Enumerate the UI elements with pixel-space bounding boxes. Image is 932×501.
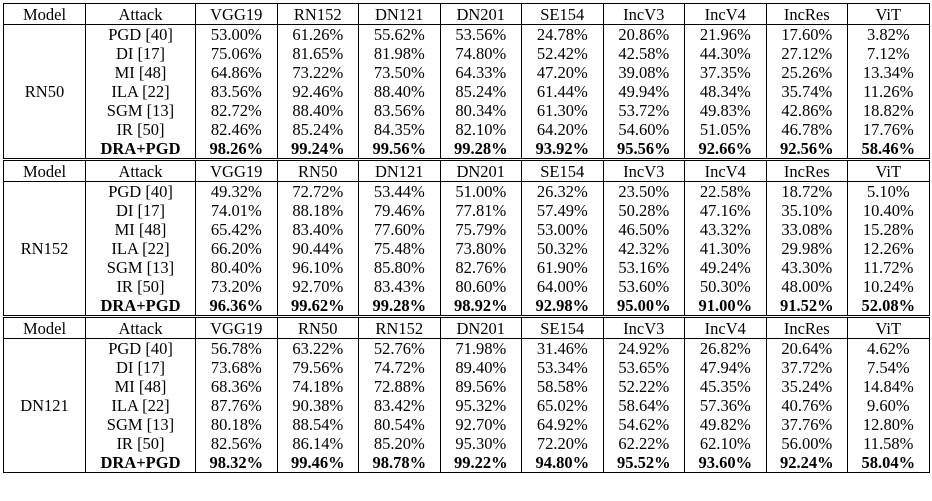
value-cell: 56.78% xyxy=(196,339,278,359)
target-header-rn50: RN50 xyxy=(277,160,359,182)
value-cell: 17.60% xyxy=(766,25,848,45)
value-cell: 75.48% xyxy=(359,239,441,258)
header-row-rn152 xyxy=(4,160,930,182)
attack-name-cell: ILA [22] xyxy=(86,82,196,101)
attack-name-cell: PGD [40] xyxy=(86,25,196,45)
source-model-cell: DN121 xyxy=(4,339,86,473)
value-cell: 85.24% xyxy=(440,82,522,101)
value-cell: 61.44% xyxy=(522,82,604,101)
value-cell: 54.60% xyxy=(603,120,685,139)
table-row xyxy=(4,296,930,317)
value-cell: 74.18% xyxy=(277,377,359,396)
target-header-vit: ViT xyxy=(848,4,930,25)
target-header-vit: ViT xyxy=(848,160,930,182)
value-cell: 42.58% xyxy=(603,44,685,63)
value-cell: 37.35% xyxy=(685,63,767,82)
value-cell: 18.82% xyxy=(848,101,930,120)
value-cell: 13.34% xyxy=(848,63,930,82)
value-cell: 11.58% xyxy=(848,434,930,453)
target-header-incv4: IncV4 xyxy=(685,4,767,25)
value-cell: 61.26% xyxy=(277,25,359,45)
attack-name-cell: DI [17] xyxy=(86,358,196,377)
value-cell: 93.60% xyxy=(685,453,767,473)
value-cell: 57.36% xyxy=(685,396,767,415)
target-header-rn50: RN50 xyxy=(277,317,359,339)
value-cell: 88.54% xyxy=(277,415,359,434)
attack-name-cell: SGM [13] xyxy=(86,258,196,277)
table-row xyxy=(4,63,930,82)
attack-name-cell: DRA+PGD xyxy=(86,139,196,160)
value-cell: 88.18% xyxy=(277,201,359,220)
value-cell: 75.06% xyxy=(196,44,278,63)
results-table-container xyxy=(3,3,928,473)
value-cell: 71.98% xyxy=(440,339,522,359)
target-header-incv4: IncV4 xyxy=(685,317,767,339)
target-header-incv3: IncV3 xyxy=(603,160,685,182)
target-header-incv3: IncV3 xyxy=(603,4,685,25)
value-cell: 85.20% xyxy=(359,434,441,453)
model-column-header: Model xyxy=(4,160,86,182)
target-header-dn201: DN201 xyxy=(440,160,522,182)
value-cell: 91.52% xyxy=(766,296,848,317)
source-model-cell: RN50 xyxy=(4,25,86,160)
value-cell: 66.20% xyxy=(196,239,278,258)
value-cell: 53.60% xyxy=(603,277,685,296)
attack-name-cell: IR [50] xyxy=(86,434,196,453)
table-row xyxy=(4,358,930,377)
value-cell: 84.35% xyxy=(359,120,441,139)
attack-name-cell: PGD [40] xyxy=(86,182,196,202)
target-header-incv4: IncV4 xyxy=(685,160,767,182)
value-cell: 48.00% xyxy=(766,277,848,296)
model-column-header: Model xyxy=(4,317,86,339)
value-cell: 23.50% xyxy=(603,182,685,202)
table-row xyxy=(4,101,930,120)
value-cell: 52.42% xyxy=(522,44,604,63)
value-cell: 18.72% xyxy=(766,182,848,202)
value-cell: 35.74% xyxy=(766,82,848,101)
value-cell: 90.38% xyxy=(277,396,359,415)
target-header-dn121: DN121 xyxy=(359,160,441,182)
table-row xyxy=(4,396,930,415)
target-header-incv3: IncV3 xyxy=(603,317,685,339)
results-table xyxy=(3,3,930,473)
value-cell: 93.92% xyxy=(522,139,604,160)
value-cell: 65.42% xyxy=(196,220,278,239)
header-row-rn50 xyxy=(4,4,930,25)
value-cell: 44.30% xyxy=(685,44,767,63)
table-row xyxy=(4,201,930,220)
value-cell: 95.52% xyxy=(603,453,685,473)
value-cell: 83.40% xyxy=(277,220,359,239)
target-header-vgg19: VGG19 xyxy=(196,317,278,339)
value-cell: 74.01% xyxy=(196,201,278,220)
value-cell: 82.56% xyxy=(196,434,278,453)
attack-name-cell: MI [48] xyxy=(86,220,196,239)
table-row xyxy=(4,339,930,359)
value-cell: 3.82% xyxy=(848,25,930,45)
target-header-vit: ViT xyxy=(848,317,930,339)
value-cell: 77.81% xyxy=(440,201,522,220)
value-cell: 58.46% xyxy=(848,139,930,160)
value-cell: 73.20% xyxy=(196,277,278,296)
value-cell: 80.18% xyxy=(196,415,278,434)
target-header-vgg19: VGG19 xyxy=(196,4,278,25)
value-cell: 35.24% xyxy=(766,377,848,396)
target-header-se154: SE154 xyxy=(522,317,604,339)
value-cell: 10.24% xyxy=(848,277,930,296)
value-cell: 35.10% xyxy=(766,201,848,220)
target-header-se154: SE154 xyxy=(522,160,604,182)
value-cell: 20.86% xyxy=(603,25,685,45)
attack-column-header: Attack xyxy=(86,4,196,25)
value-cell: 95.30% xyxy=(440,434,522,453)
value-cell: 4.62% xyxy=(848,339,930,359)
value-cell: 80.34% xyxy=(440,101,522,120)
attack-name-cell: DI [17] xyxy=(86,44,196,63)
value-cell: 37.72% xyxy=(766,358,848,377)
value-cell: 57.49% xyxy=(522,201,604,220)
value-cell: 83.56% xyxy=(359,101,441,120)
value-cell: 68.36% xyxy=(196,377,278,396)
value-cell: 64.92% xyxy=(522,415,604,434)
value-cell: 31.46% xyxy=(522,339,604,359)
value-cell: 53.00% xyxy=(522,220,604,239)
value-cell: 24.92% xyxy=(603,339,685,359)
value-cell: 61.90% xyxy=(522,258,604,277)
value-cell: 77.60% xyxy=(359,220,441,239)
value-cell: 82.76% xyxy=(440,258,522,277)
value-cell: 50.30% xyxy=(685,277,767,296)
value-cell: 89.40% xyxy=(440,358,522,377)
value-cell: 58.64% xyxy=(603,396,685,415)
attack-name-cell: MI [48] xyxy=(86,377,196,396)
value-cell: 49.82% xyxy=(685,415,767,434)
value-cell: 83.56% xyxy=(196,82,278,101)
value-cell: 5.10% xyxy=(848,182,930,202)
value-cell: 51.05% xyxy=(685,120,767,139)
value-cell: 79.56% xyxy=(277,358,359,377)
value-cell: 53.65% xyxy=(603,358,685,377)
table-row xyxy=(4,377,930,396)
value-cell: 85.24% xyxy=(277,120,359,139)
value-cell: 37.76% xyxy=(766,415,848,434)
value-cell: 64.33% xyxy=(440,63,522,82)
value-cell: 92.70% xyxy=(277,277,359,296)
value-cell: 53.72% xyxy=(603,101,685,120)
model-column-header: Model xyxy=(4,4,86,25)
attack-name-cell: ILA [22] xyxy=(86,396,196,415)
value-cell: 39.08% xyxy=(603,63,685,82)
value-cell: 11.72% xyxy=(848,258,930,277)
value-cell: 92.46% xyxy=(277,82,359,101)
value-cell: 45.35% xyxy=(685,377,767,396)
value-cell: 92.66% xyxy=(685,139,767,160)
value-cell: 10.40% xyxy=(848,201,930,220)
target-header-vgg19: VGG19 xyxy=(196,160,278,182)
value-cell: 90.44% xyxy=(277,239,359,258)
value-cell: 53.34% xyxy=(522,358,604,377)
value-cell: 95.56% xyxy=(603,139,685,160)
value-cell: 98.78% xyxy=(359,453,441,473)
value-cell: 43.30% xyxy=(766,258,848,277)
attack-name-cell: IR [50] xyxy=(86,277,196,296)
value-cell: 29.98% xyxy=(766,239,848,258)
value-cell: 64.00% xyxy=(522,277,604,296)
value-cell: 47.20% xyxy=(522,63,604,82)
attack-name-cell: SGM [13] xyxy=(86,415,196,434)
value-cell: 64.20% xyxy=(522,120,604,139)
value-cell: 80.40% xyxy=(196,258,278,277)
value-cell: 25.26% xyxy=(766,63,848,82)
value-cell: 50.28% xyxy=(603,201,685,220)
attack-name-cell: SGM [13] xyxy=(86,101,196,120)
target-header-rn152: RN152 xyxy=(277,4,359,25)
value-cell: 14.84% xyxy=(848,377,930,396)
value-cell: 55.62% xyxy=(359,25,441,45)
value-cell: 49.94% xyxy=(603,82,685,101)
value-cell: 82.10% xyxy=(440,120,522,139)
target-header-incres: IncRes xyxy=(766,160,848,182)
attack-name-cell: ILA [22] xyxy=(86,239,196,258)
value-cell: 50.32% xyxy=(522,239,604,258)
value-cell: 85.80% xyxy=(359,258,441,277)
value-cell: 92.24% xyxy=(766,453,848,473)
value-cell: 98.92% xyxy=(440,296,522,317)
table-row xyxy=(4,25,930,45)
table-row xyxy=(4,258,930,277)
value-cell: 42.86% xyxy=(766,101,848,120)
value-cell: 62.22% xyxy=(603,434,685,453)
value-cell: 96.36% xyxy=(196,296,278,317)
attack-name-cell: DRA+PGD xyxy=(86,296,196,317)
value-cell: 72.88% xyxy=(359,377,441,396)
value-cell: 17.76% xyxy=(848,120,930,139)
value-cell: 79.46% xyxy=(359,201,441,220)
value-cell: 98.32% xyxy=(196,453,278,473)
table-row xyxy=(4,453,930,473)
value-cell: 26.82% xyxy=(685,339,767,359)
value-cell: 42.32% xyxy=(603,239,685,258)
value-cell: 58.58% xyxy=(522,377,604,396)
value-cell: 52.08% xyxy=(848,296,930,317)
target-header-incres: IncRes xyxy=(766,317,848,339)
value-cell: 92.56% xyxy=(766,139,848,160)
table-row xyxy=(4,82,930,101)
attack-name-cell: DRA+PGD xyxy=(86,453,196,473)
value-cell: 48.34% xyxy=(685,82,767,101)
value-cell: 81.98% xyxy=(359,44,441,63)
value-cell: 47.94% xyxy=(685,358,767,377)
table-row xyxy=(4,182,930,202)
attack-name-cell: DI [17] xyxy=(86,201,196,220)
value-cell: 47.16% xyxy=(685,201,767,220)
value-cell: 49.32% xyxy=(196,182,278,202)
value-cell: 73.50% xyxy=(359,63,441,82)
table-row xyxy=(4,44,930,63)
value-cell: 73.22% xyxy=(277,63,359,82)
value-cell: 26.32% xyxy=(522,182,604,202)
value-cell: 98.26% xyxy=(196,139,278,160)
value-cell: 94.80% xyxy=(522,453,604,473)
value-cell: 46.78% xyxy=(766,120,848,139)
attack-name-cell: MI [48] xyxy=(86,63,196,82)
value-cell: 89.56% xyxy=(440,377,522,396)
value-cell: 99.46% xyxy=(277,453,359,473)
table-row xyxy=(4,239,930,258)
value-cell: 12.80% xyxy=(848,415,930,434)
value-cell: 99.24% xyxy=(277,139,359,160)
value-cell: 92.98% xyxy=(522,296,604,317)
header-row-dn121 xyxy=(4,317,930,339)
value-cell: 61.30% xyxy=(522,101,604,120)
value-cell: 88.40% xyxy=(359,82,441,101)
value-cell: 11.26% xyxy=(848,82,930,101)
value-cell: 80.60% xyxy=(440,277,522,296)
value-cell: 73.80% xyxy=(440,239,522,258)
value-cell: 86.14% xyxy=(277,434,359,453)
value-cell: 43.32% xyxy=(685,220,767,239)
value-cell: 95.32% xyxy=(440,396,522,415)
value-cell: 53.00% xyxy=(196,25,278,45)
value-cell: 82.72% xyxy=(196,101,278,120)
value-cell: 92.70% xyxy=(440,415,522,434)
value-cell: 41.30% xyxy=(685,239,767,258)
value-cell: 99.28% xyxy=(359,296,441,317)
value-cell: 52.76% xyxy=(359,339,441,359)
attack-column-header: Attack xyxy=(86,317,196,339)
value-cell: 9.60% xyxy=(848,396,930,415)
target-header-se154: SE154 xyxy=(522,4,604,25)
value-cell: 12.26% xyxy=(848,239,930,258)
target-header-incres: IncRes xyxy=(766,4,848,25)
value-cell: 80.54% xyxy=(359,415,441,434)
table-row xyxy=(4,434,930,453)
target-header-dn201: DN201 xyxy=(440,4,522,25)
value-cell: 20.64% xyxy=(766,339,848,359)
target-header-dn201: DN201 xyxy=(440,317,522,339)
value-cell: 96.10% xyxy=(277,258,359,277)
value-cell: 83.42% xyxy=(359,396,441,415)
value-cell: 99.62% xyxy=(277,296,359,317)
table-row xyxy=(4,220,930,239)
value-cell: 64.86% xyxy=(196,63,278,82)
value-cell: 24.78% xyxy=(522,25,604,45)
value-cell: 49.83% xyxy=(685,101,767,120)
table-row xyxy=(4,120,930,139)
value-cell: 99.28% xyxy=(440,139,522,160)
value-cell: 33.08% xyxy=(766,220,848,239)
value-cell: 53.44% xyxy=(359,182,441,202)
value-cell: 15.28% xyxy=(848,220,930,239)
source-model-cell: RN152 xyxy=(4,182,86,317)
target-header-rn152: RN152 xyxy=(359,317,441,339)
value-cell: 46.50% xyxy=(603,220,685,239)
value-cell: 83.43% xyxy=(359,277,441,296)
value-cell: 62.10% xyxy=(685,434,767,453)
value-cell: 72.72% xyxy=(277,182,359,202)
value-cell: 95.00% xyxy=(603,296,685,317)
table-row xyxy=(4,139,930,160)
value-cell: 7.54% xyxy=(848,358,930,377)
value-cell: 22.58% xyxy=(685,182,767,202)
value-cell: 74.80% xyxy=(440,44,522,63)
attack-column-header: Attack xyxy=(86,160,196,182)
value-cell: 54.62% xyxy=(603,415,685,434)
value-cell: 99.22% xyxy=(440,453,522,473)
value-cell: 65.02% xyxy=(522,396,604,415)
value-cell: 82.46% xyxy=(196,120,278,139)
value-cell: 88.40% xyxy=(277,101,359,120)
value-cell: 7.12% xyxy=(848,44,930,63)
value-cell: 40.76% xyxy=(766,396,848,415)
value-cell: 49.24% xyxy=(685,258,767,277)
table-row xyxy=(4,277,930,296)
value-cell: 21.96% xyxy=(685,25,767,45)
value-cell: 74.72% xyxy=(359,358,441,377)
attack-name-cell: IR [50] xyxy=(86,120,196,139)
value-cell: 73.68% xyxy=(196,358,278,377)
attack-name-cell: PGD [40] xyxy=(86,339,196,359)
value-cell: 53.56% xyxy=(440,25,522,45)
value-cell: 56.00% xyxy=(766,434,848,453)
value-cell: 72.20% xyxy=(522,434,604,453)
value-cell: 87.76% xyxy=(196,396,278,415)
value-cell: 27.12% xyxy=(766,44,848,63)
value-cell: 63.22% xyxy=(277,339,359,359)
value-cell: 99.56% xyxy=(359,139,441,160)
value-cell: 91.00% xyxy=(685,296,767,317)
value-cell: 51.00% xyxy=(440,182,522,202)
value-cell: 75.79% xyxy=(440,220,522,239)
value-cell: 52.22% xyxy=(603,377,685,396)
target-header-dn121: DN121 xyxy=(359,4,441,25)
value-cell: 53.16% xyxy=(603,258,685,277)
value-cell: 81.65% xyxy=(277,44,359,63)
table-row xyxy=(4,415,930,434)
value-cell: 58.04% xyxy=(848,453,930,473)
